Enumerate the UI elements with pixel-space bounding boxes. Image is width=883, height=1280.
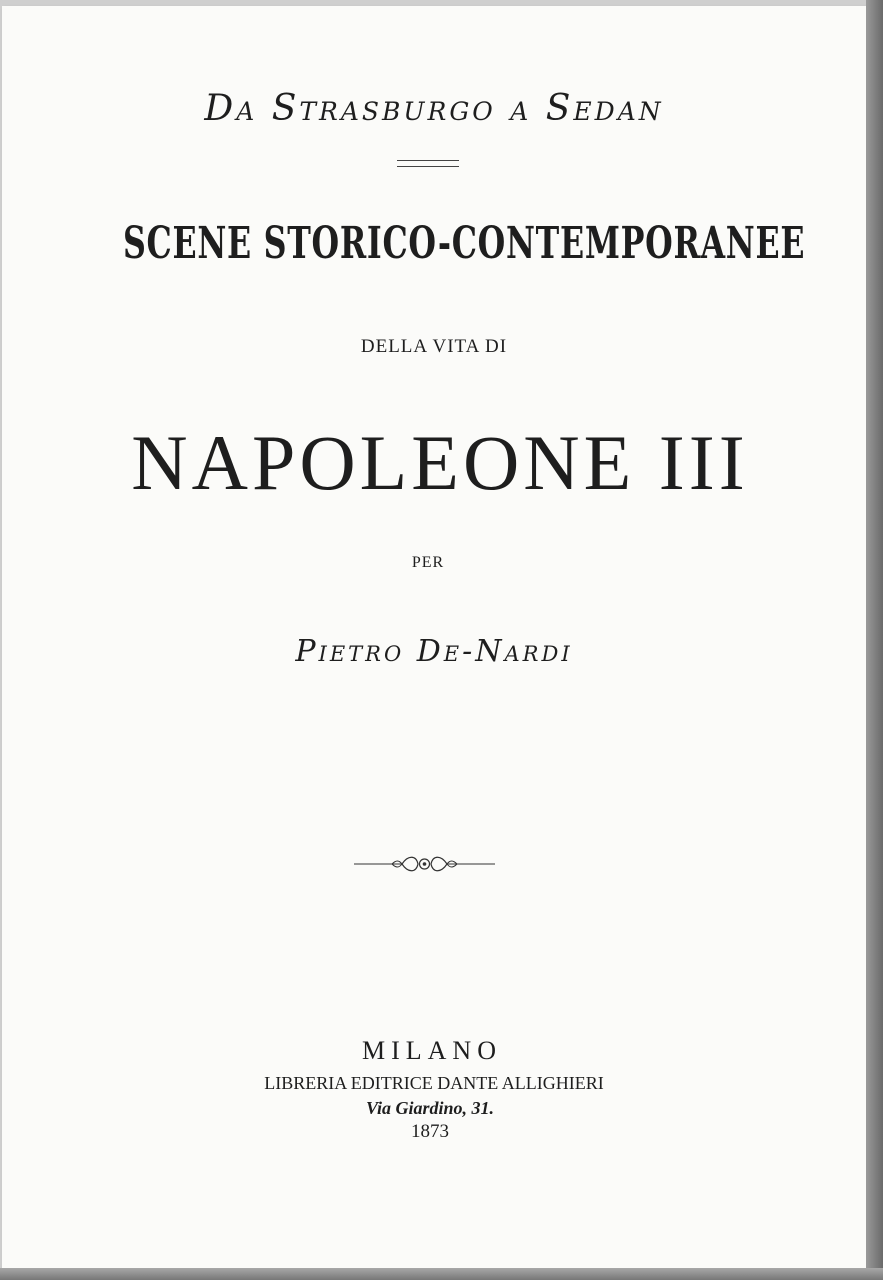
connector-text: DELLA VITA DI bbox=[360, 336, 508, 357]
page-edge-bottom bbox=[0, 1268, 883, 1280]
page-edge-right bbox=[866, 0, 883, 1280]
subtitle: SCENE STORICO-CONTEMPORANEE bbox=[122, 218, 806, 269]
imprint-address: Via Giardino, 31. bbox=[365, 1098, 495, 1118]
imprint-city: MILANO bbox=[362, 1036, 502, 1065]
imprint-year: 1873 bbox=[411, 1121, 449, 1142]
ornament-icon bbox=[352, 851, 497, 877]
author-name: Pietro De-Nardi bbox=[295, 634, 573, 669]
series-title: Da Strasburgo a Sedan bbox=[204, 88, 664, 129]
main-title: NAPOLEONE III bbox=[131, 419, 749, 506]
double-rule-divider bbox=[397, 160, 459, 167]
title-page bbox=[2, 6, 866, 1268]
by-text: PER bbox=[411, 554, 445, 571]
imprint-publisher: LIBRERIA EDITRICE DANTE ALLIGHIERI bbox=[264, 1073, 604, 1093]
